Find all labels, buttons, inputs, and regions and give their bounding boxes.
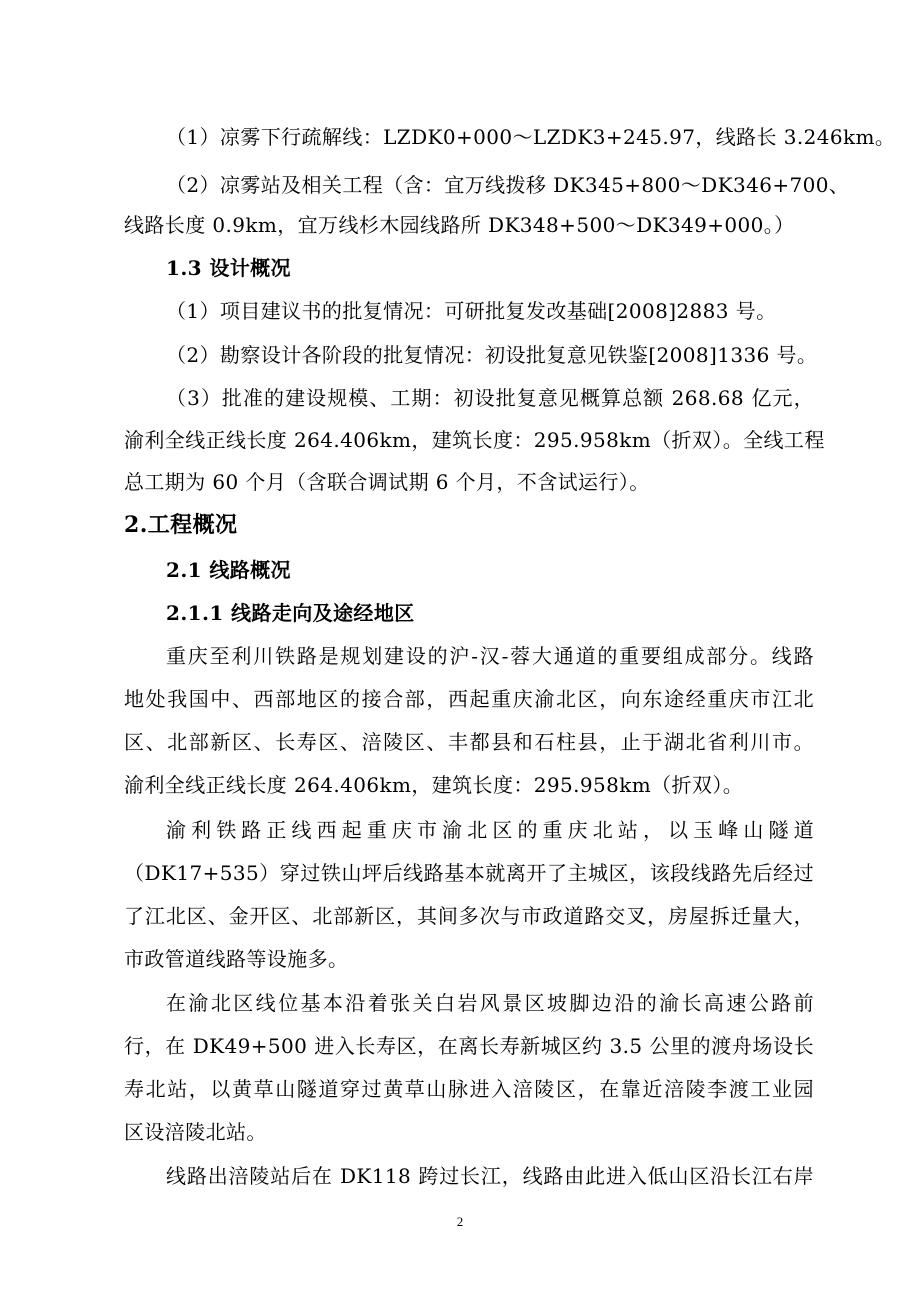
- paragraph-line: 区、北部新区、长寿区、涪陵区、丰都县和石柱县，止于湖北省利川市。: [124, 730, 814, 754]
- paragraph-line: 渝利全线正线长度 264.406km，建筑长度：295.958km（折双）。全线工程: [124, 428, 825, 452]
- paragraph-line: （DK17+535）穿过铁山坪后线路基本就离开了主城区，该段线路先后经过: [124, 861, 814, 885]
- subsection-heading-2-1-1: 2.1.1 线路走向及途经地区: [166, 601, 415, 625]
- paragraph-line: 渝利全线正线长度 264.406km，建筑长度：295.958km（折双）。: [124, 773, 744, 797]
- list-item-2: （2）凉雾站及相关工程（含：宜万线拨移 DK345+800～DK346+700、: [166, 173, 850, 197]
- paragraph-line: 区设涪陵北站。: [124, 1120, 267, 1144]
- list-item-1: （1）凉雾下行疏解线：LZDK0+000～LZDK3+245.97，线路长 3.246km。: [166, 125, 896, 149]
- paragraph-line: 了江北区、金开区、北部新区，其间多次与市政道路交叉，房屋拆迁量大，: [124, 904, 814, 928]
- paragraph-line: 重庆至利川铁路是规划建设的沪-汉-蓉大通道的重要组成部分。线路: [166, 644, 814, 668]
- paragraph-line: 线路出涪陵站后在 DK118 跨过长江，线路由此进入低山区沿长江右岸: [166, 1164, 814, 1188]
- paragraph-line: 市政管道线路等设施多。: [124, 947, 349, 971]
- section-heading-1-3: 1.3 设计概况: [166, 256, 291, 280]
- paragraph-line: 总工期为 60 个月（含联合调试期 6 个月，不含试运行）。: [124, 470, 650, 494]
- list-item-approval-2: （2）勘察设计各阶段的批复情况：初设批复意见铁鉴[2008]1336 号。: [166, 343, 818, 367]
- section-heading-2-1: 2.1 线路概况: [166, 558, 291, 582]
- paragraph-line: 行，在 DK49+500 进入长寿区，在离长寿新城区约 3.5 公里的渡舟场设长: [124, 1034, 814, 1058]
- paragraph-line: 在渝北区线位基本沿着张关白岩风景区坡脚边沿的渝长高速公路前: [166, 991, 814, 1015]
- chapter-heading-2: 2.工程概况: [124, 512, 238, 538]
- paragraph-line: 地处我国中、西部地区的接合部，西起重庆渝北区，向东途经重庆市江北: [124, 687, 814, 711]
- list-item-2-cont: 线路长度 0.9km，宜万线杉木园线路所 DK348+500～DK349+000。）: [124, 213, 795, 237]
- page-number: 2: [456, 1214, 464, 1229]
- list-item-approval-1: （1）项目建议书的批复情况：可研批复发改基础[2008]2883 号。: [166, 299, 777, 323]
- paragraph-line: 渝利铁路正线西起重庆市渝北区的重庆北站，以玉峰山隧道: [166, 818, 814, 842]
- list-item-approval-3: （3）批准的建设规模、工期：初设批复意见概算总额 268.68 亿元，: [166, 386, 814, 410]
- paragraph-line: 寿北站，以黄草山隧道穿过黄草山脉进入涪陵区，在靠近涪陵李渡工业园: [124, 1077, 814, 1101]
